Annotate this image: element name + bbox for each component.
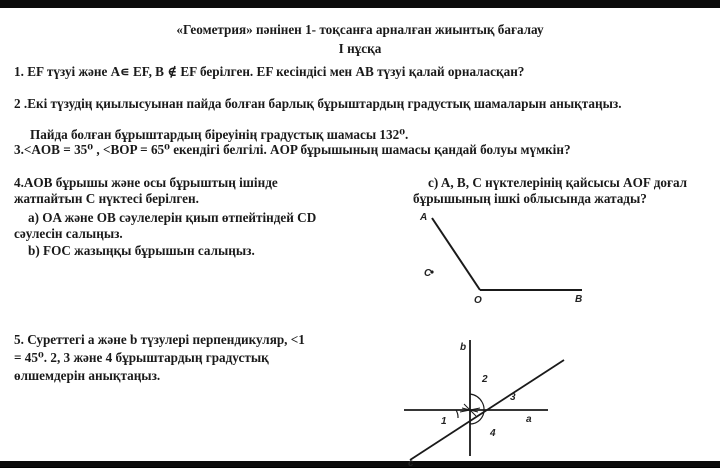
task-2-line-2: Пайда болған бұрыштардың біреуінің градустық шамасы 132⁰. xyxy=(30,127,409,142)
angle-arc-2 xyxy=(470,394,482,402)
label-o: O xyxy=(474,295,482,306)
task-4-line-3: а) OA және OB сәулелерін қиып өтпейтіндей CD xyxy=(28,210,317,225)
label-b: B xyxy=(575,294,583,305)
ray-oa xyxy=(432,218,480,290)
task-4c-line-1: c) A, B, C нүктелерінің қайсысы AOF доғал xyxy=(428,175,688,190)
task-5-line-2: = 45⁰. 2, 3 және 4 бұрыштардың градустық xyxy=(14,350,269,365)
label-line-c: c xyxy=(408,458,414,468)
task-5-line-1: 5. Суреттегі a және b түзулері перпендикуляр, <1 xyxy=(14,332,305,347)
variant-label: І нұсқа xyxy=(338,41,382,56)
task-4-line-5: b) FOC жазыңқы бұрышын салыңыз. xyxy=(28,243,255,258)
task-3: 3.<AOB = 35⁰ , <BOP = 65⁰ екендігі белгілі. AOP бұрышының шамасы қандай болуы мүмкін? xyxy=(14,142,571,157)
task-4c-line-2: бұрышының ішкі облысында жатады? xyxy=(413,191,647,206)
angle-label-1: 1 xyxy=(441,416,447,427)
label-line-a: a xyxy=(526,414,532,425)
task-4-line-1: 4.AOB бұрышы және осы бұрыштың ішінде xyxy=(14,175,278,190)
task-4-line-4: сәулесін салыңыз. xyxy=(14,226,123,241)
task-1: 1. EF түзуі және A∊ EF, B ∉ EF берілген. EF кесіндісі мен AB түзуі қалай орналасқан? xyxy=(14,64,525,79)
perpendicular-lines-figure xyxy=(398,338,598,468)
worksheet-title: «Геометрия» пәнінен 1- тоқсанға арналған жиынтық бағалау xyxy=(176,22,544,37)
angle-label-2: 2 xyxy=(482,374,488,385)
angle-aob-figure xyxy=(410,204,610,304)
label-line-b: b xyxy=(460,342,467,353)
angle-arc-1 xyxy=(456,410,458,418)
task-4-line-2: жатпайтын C нүктесі берілген. xyxy=(14,191,199,206)
task-2: 2 .Екі түзудің қиылысуынан пайда болған барлық бұрыштардың градустық шамаларын анықтаңыз. xyxy=(14,96,622,111)
label-a: A xyxy=(420,212,428,223)
angle-label-4: 4 xyxy=(490,428,496,439)
angle-label-3: 3 xyxy=(510,392,516,403)
angle-arc-3 xyxy=(482,402,484,410)
task-5-line-3: өлшемдерін анықтаңыз. xyxy=(14,368,161,383)
label-c: C xyxy=(424,268,432,279)
